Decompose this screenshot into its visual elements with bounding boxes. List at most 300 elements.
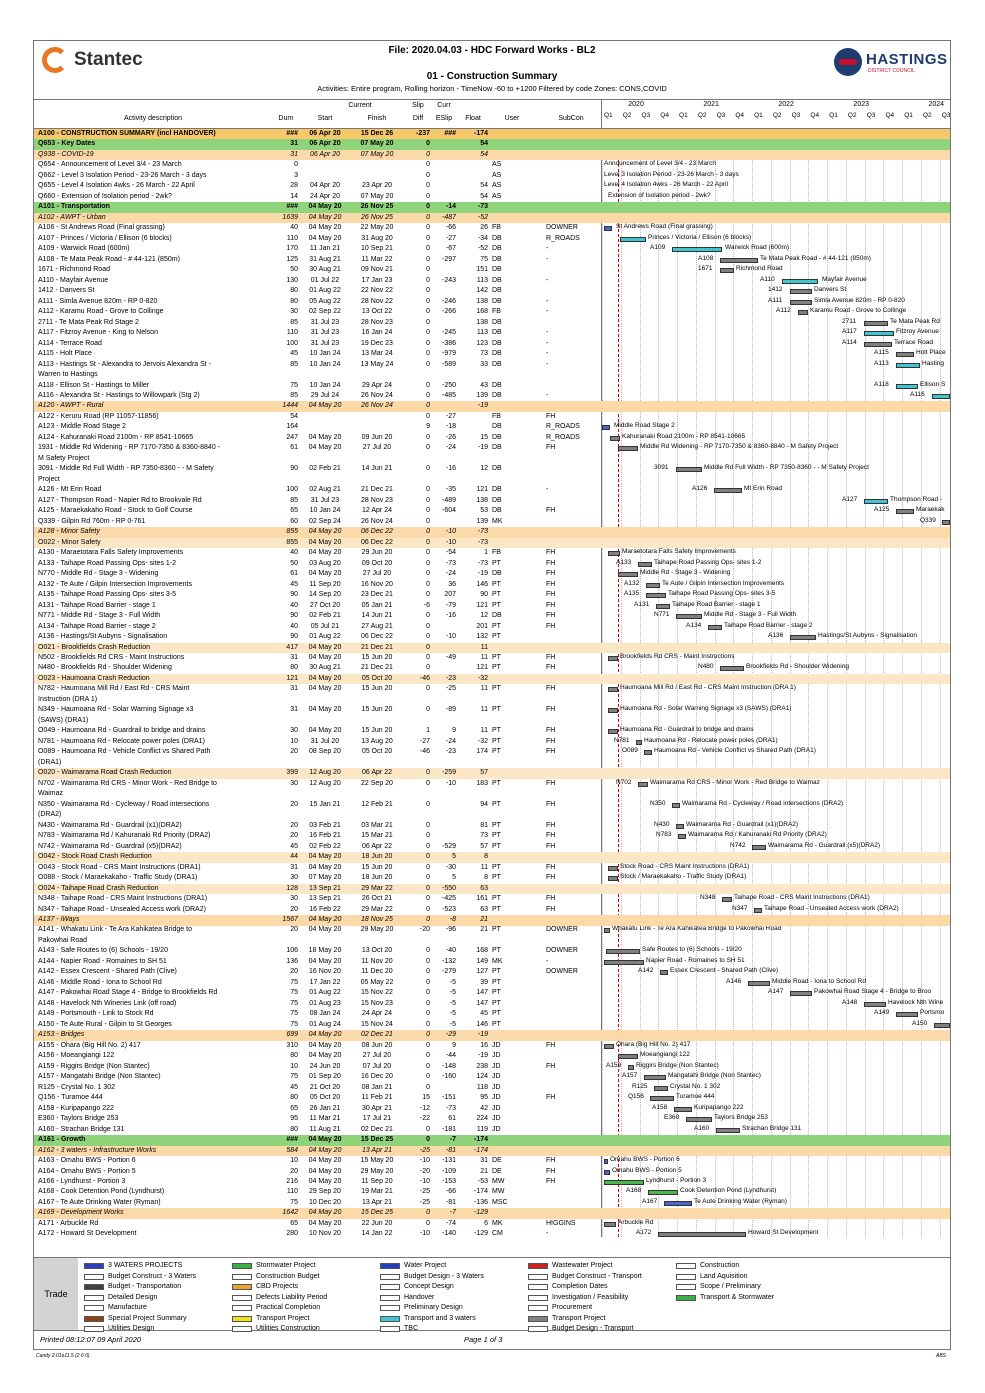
legend-label: Construction Budget: [256, 1272, 320, 1280]
table-row[interactable]: [34, 328, 950, 339]
table-row[interactable]: [34, 601, 950, 612]
cell-eslip: -604: [441, 507, 456, 515]
table-row[interactable]: [34, 842, 950, 853]
cell-start: 04 May 20: [308, 528, 342, 536]
cell-user: JD: [492, 1041, 501, 1049]
legend-swatch: [84, 1305, 104, 1311]
legend-item: [378, 1261, 526, 1272]
cell-finish: 30 Apr 21: [362, 1104, 392, 1112]
bar-label: Ohara (Big Hill No. 2) 417: [616, 1040, 691, 1048]
table-row[interactable]: [34, 999, 950, 1010]
quarter-label: Q3: [716, 112, 726, 119]
table-row[interactable]: [34, 967, 950, 978]
cell-finish: 12 Apr 24: [362, 507, 392, 515]
bar-label: Warwick Road (600m): [725, 244, 790, 252]
table-row[interactable]: [34, 538, 950, 549]
cell-start: 01 Aug 23: [309, 999, 341, 1007]
table-row[interactable]: [34, 684, 950, 695]
table-row[interactable]: [34, 1146, 950, 1157]
cell-user: PT: [492, 706, 501, 714]
cell-start: 04 May 20: [308, 1157, 342, 1165]
cell-user: DB: [492, 245, 502, 253]
cell-eslip: -5: [449, 989, 456, 997]
table-row[interactable]: [34, 443, 950, 454]
table-row[interactable]: [34, 1020, 950, 1031]
cell-finish: 18 Jun 20: [361, 874, 393, 882]
cell-diff: 0: [426, 1031, 430, 1039]
cell-sub: -: [546, 308, 549, 316]
bar-label: Taihape Road Barrier - stage 2: [724, 621, 813, 629]
cell-float: -174: [473, 1146, 488, 1154]
bar-label: Kuripapango 222: [694, 1103, 744, 1111]
cell-float: 124: [476, 1073, 488, 1081]
cell-float: 26: [480, 224, 488, 232]
cell-desc: O020 - Waimarama Road Crash Reduction: [38, 769, 172, 777]
legend-label: Procurement: [552, 1304, 593, 1311]
cell-start: 05 Aug 22: [309, 297, 341, 305]
table-row[interactable]: [34, 1219, 950, 1230]
cell-desc: A113 - Hastings St - Alexandra to Jervois Alexandra St -: [38, 360, 212, 368]
cell-desc: Q654 - Announcement of Level 3/4 - 23 March: [38, 161, 182, 169]
table-row[interactable]: [34, 643, 950, 654]
cell-eslip: -74: [445, 1219, 456, 1227]
bar-label: Maraekak: [916, 506, 945, 514]
cell-user: DB: [492, 350, 502, 358]
cell-float: -136: [473, 1198, 488, 1206]
cell-start: 04 May 20: [308, 863, 342, 871]
cell-float: 75: [480, 255, 488, 263]
table-row[interactable]: [34, 234, 950, 245]
legend-item: [230, 1282, 378, 1293]
cell-dur: 280: [286, 1230, 298, 1238]
table-row[interactable]: [34, 1135, 950, 1146]
table-row[interactable]: [34, 464, 950, 475]
legend-item: [82, 1282, 230, 1293]
cell-desc: A142 - Essex Crescent - Shared Path (Clive): [38, 968, 177, 976]
table-row[interactable]: [34, 1009, 950, 1020]
cell-finish: 21 Dec 21: [361, 486, 393, 494]
table-row[interactable]: [34, 181, 950, 192]
table-row[interactable]: [34, 1156, 950, 1167]
bar-id-label: A147: [768, 988, 784, 996]
bar-label: Simla Avenue 820m - RP 0-820: [814, 296, 905, 304]
cell-eslip: -5: [449, 999, 456, 1007]
table-row[interactable]: [34, 831, 950, 842]
cell-desc: O043 - Stock Road - CRS Maint Instructions (DRA1): [38, 863, 201, 871]
cell-float: 113: [476, 276, 488, 284]
cell-dur: 110: [286, 1188, 298, 1196]
quarter-label: Q4: [885, 112, 895, 119]
table-row[interactable]: [34, 1051, 950, 1062]
hastings-name: HASTINGS: [866, 51, 948, 68]
cell-finish: 11 Mar 22: [361, 255, 393, 263]
cell-diff: -46: [419, 674, 430, 682]
table-row[interactable]: [34, 1125, 950, 1136]
table-row[interactable]: [34, 925, 950, 936]
table-row[interactable]: [34, 401, 950, 412]
table-row[interactable]: [34, 391, 950, 402]
cell-desc: (DRA1): [38, 758, 62, 766]
table-row[interactable]: [34, 716, 950, 727]
table-row[interactable]: [34, 622, 950, 633]
table-row[interactable]: [34, 1114, 950, 1125]
cell-desc: A153 - Bridges: [38, 1031, 85, 1039]
table-row[interactable]: [34, 884, 950, 895]
cell-dur: 45: [290, 842, 298, 850]
cell-diff: 0: [426, 1136, 430, 1144]
bar-id-label: A158: [652, 1103, 668, 1111]
table-row[interactable]: [34, 663, 950, 674]
col-start: Start: [317, 115, 333, 122]
bar-label: Te Aute / Gilpin Intersection Improvements: [662, 579, 785, 587]
table-row[interactable]: [34, 192, 950, 203]
table-row[interactable]: [34, 276, 950, 287]
bar-id-label: A133: [616, 558, 632, 566]
cell-start: 03 Feb 21: [309, 821, 341, 829]
table-row[interactable]: [34, 758, 950, 769]
cell-start: 11 Mar 21: [309, 1115, 341, 1123]
cell-start: 02 Sep 24: [309, 517, 341, 525]
cell-float: 121: [476, 664, 488, 672]
table-row[interactable]: [34, 653, 950, 664]
table-row[interactable]: [34, 297, 950, 308]
cell-sub: FH: [546, 612, 556, 620]
table-row[interactable]: [34, 139, 950, 150]
legend-label: Special Project Summary: [108, 1314, 187, 1322]
table-row[interactable]: [34, 737, 950, 748]
bar-label: Waimarama Rd / Kahuranaki Rd Priority (DRA2): [688, 831, 827, 839]
table-row[interactable]: [34, 611, 950, 622]
table-row[interactable]: [34, 129, 950, 140]
cell-float: 21: [480, 926, 488, 934]
cell-start: 10 Nov 20: [309, 1230, 341, 1238]
cell-start: 06 Apr 20: [309, 140, 341, 148]
cell-finish: 14 Jun 21: [361, 465, 393, 473]
table-row[interactable]: [34, 590, 950, 601]
cell-user: DB: [492, 465, 502, 473]
col-subcon: SubCon: [558, 115, 584, 122]
quarter-label: Q1: [754, 112, 763, 119]
table-row[interactable]: [34, 286, 950, 297]
cell-dur: 40: [290, 622, 298, 630]
table-row[interactable]: [34, 978, 950, 989]
cell-dur: 80: [290, 287, 298, 295]
table-row[interactable]: [34, 213, 950, 224]
bar-id-label: E360: [664, 1114, 680, 1122]
cell-diff: 0: [426, 1125, 430, 1133]
table-row[interactable]: [34, 527, 950, 538]
cell-float: 142: [476, 287, 488, 295]
cell-user: FB: [492, 308, 501, 316]
cell-float: 8: [484, 874, 488, 882]
cell-start: 02 Sep 22: [309, 308, 341, 316]
table-row[interactable]: [34, 202, 950, 213]
cell-finish: 16 Jan 24: [361, 329, 393, 337]
cell-start: 04 May 20: [308, 444, 342, 452]
legend-item: [378, 1314, 526, 1325]
cell-dur: 584: [286, 1146, 298, 1154]
table-row[interactable]: [34, 485, 950, 496]
cell-desc: (SAWS) (DRA1): [38, 716, 89, 724]
legend-swatch: [232, 1326, 252, 1332]
cell-desc: A116 - Alexandra St - Hastings to Willowpark (Stg 2): [38, 392, 200, 399]
bar-id-label: 1412: [768, 286, 783, 294]
cell-eslip: -54: [445, 549, 456, 557]
table-row[interactable]: [34, 223, 950, 234]
legend-swatch: [380, 1274, 400, 1280]
cell-sub: FH: [546, 1094, 556, 1102]
table-row[interactable]: [34, 370, 950, 381]
table-row[interactable]: [34, 1104, 950, 1115]
cell-diff: -25: [419, 1146, 430, 1154]
cell-dur: 85: [290, 360, 298, 368]
hastings-sub: DISTRICT COUNCIL: [868, 68, 915, 74]
cell-eslip: -109: [441, 1167, 456, 1175]
table-row[interactable]: [34, 244, 950, 255]
cell-eslip: -5: [449, 1010, 456, 1018]
cell-start: 04 May 20: [308, 213, 342, 221]
cell-float: 139: [476, 392, 488, 399]
cell-start: 16 Feb 22: [309, 905, 341, 913]
cell-start: 18 May 20: [308, 947, 342, 955]
table-row[interactable]: [34, 894, 950, 905]
cell-user: DB: [492, 570, 502, 578]
cell-user: MSC: [492, 1198, 508, 1206]
cell-dur: 80: [290, 1094, 298, 1102]
table-row[interactable]: [34, 747, 950, 758]
cell-sub: FH: [546, 737, 556, 745]
table-row[interactable]: [34, 779, 950, 790]
cell-finish: 06 Dec 22: [361, 633, 393, 641]
table-row[interactable]: [34, 873, 950, 884]
table-row[interactable]: [34, 1167, 950, 1178]
quarter-label: Q4: [735, 112, 745, 119]
cell-finish: 15 Jun 20: [361, 727, 393, 735]
bar-label: Taihape Road - CRS Maint Instructions (DRA1): [734, 894, 870, 902]
table-row[interactable]: [34, 548, 950, 559]
legend-column: [82, 1261, 230, 1335]
table-row[interactable]: [34, 307, 950, 318]
cell-finish: 29 Jun 20: [361, 549, 393, 557]
cell-desc: O089 - Haumoana Rd - Vehicle Conflict vs Shared Path: [38, 748, 211, 756]
table-row[interactable]: [34, 171, 950, 182]
cell-dur: 90: [290, 591, 298, 599]
table-row[interactable]: [34, 506, 950, 517]
bar-label: Waimarama Rd CRS - Minor Work - Red Bridge to Waimaz: [650, 778, 820, 786]
bar-label: Whakatu Link - Te Ara Kahikatea Bridge to Pakowhai Road: [612, 925, 782, 933]
bar-label: Karamu Road - Grove to Collinge: [810, 307, 907, 315]
table-row[interactable]: [34, 988, 950, 999]
bar-label: Strachan Bridge 131: [742, 1124, 802, 1132]
table-row[interactable]: [34, 517, 950, 528]
cell-desc: A123 - Middle Road Stage 2: [38, 423, 126, 431]
table-row[interactable]: [34, 1072, 950, 1083]
table-row[interactable]: [34, 381, 950, 392]
table-row[interactable]: [34, 569, 950, 580]
table-row[interactable]: [34, 905, 950, 916]
cell-sub: FH: [546, 591, 556, 599]
table-row[interactable]: [34, 1229, 950, 1240]
table-row[interactable]: [34, 852, 950, 863]
table-row[interactable]: [34, 339, 950, 350]
table-row[interactable]: [34, 255, 950, 266]
cell-diff: 0: [426, 821, 430, 829]
cell-diff: 0: [426, 905, 430, 913]
cell-eslip: 61: [448, 1115, 456, 1123]
cell-diff: 0: [426, 517, 430, 525]
table-row[interactable]: [34, 496, 950, 507]
table-row[interactable]: [34, 695, 950, 706]
table-row[interactable]: [34, 632, 950, 643]
cell-eslip: -8: [449, 916, 456, 923]
cell-eslip: -96: [445, 926, 456, 934]
cell-finish: 15 Nov 23: [361, 999, 393, 1007]
cell-finish: 15 Nov 22: [361, 989, 393, 997]
table-row[interactable]: [34, 768, 950, 779]
table-row[interactable]: [34, 705, 950, 716]
table-row[interactable]: [34, 559, 950, 570]
cell-desc: 1412 - Danvers St: [38, 287, 95, 295]
cell-desc: E360 - Taylors Bridge 253: [38, 1115, 119, 1123]
cell-sub: FH: [546, 559, 556, 567]
cell-start: 04 May 20: [308, 1136, 342, 1144]
cell-diff: 0: [426, 916, 430, 923]
bar-label: Safe Routes to (6) Schools - 19/20: [642, 946, 742, 954]
cell-dur: 30: [290, 727, 298, 735]
table-row[interactable]: [34, 265, 950, 276]
cell-desc: 1931 - Middle Rd Widening - RP 7170-7350 & 8360-8840 -: [38, 444, 220, 452]
cell-diff: 0: [426, 528, 430, 536]
table-row[interactable]: [34, 150, 950, 161]
cell-dur: 30: [290, 308, 298, 316]
table-row[interactable]: [34, 810, 950, 821]
table-row[interactable]: [34, 1062, 950, 1073]
cell-diff: 0: [426, 947, 430, 955]
cell-sub: FH: [546, 1041, 556, 1049]
bar-id-label: N783: [656, 831, 672, 839]
table-row[interactable]: [34, 1208, 950, 1219]
table-row[interactable]: [34, 915, 950, 926]
cell-start: 01 Sep 20: [309, 1073, 341, 1081]
cell-dur: 75: [290, 999, 298, 1007]
cell-dur: 75: [290, 381, 298, 389]
legend-label: Transport Project: [552, 1314, 606, 1322]
table-row[interactable]: [34, 863, 950, 874]
table-row[interactable]: [34, 433, 950, 444]
cell-desc: Project: [38, 475, 60, 483]
table-row[interactable]: [34, 454, 950, 465]
table-row[interactable]: [34, 674, 950, 685]
table-row[interactable]: [34, 821, 950, 832]
cell-eslip: -979: [441, 350, 456, 358]
legend-label: Stormwater Project: [256, 1262, 316, 1269]
bar-label: Te Mata Peak Road - # 44-121 (850m): [760, 254, 871, 262]
cell-dur: 40: [290, 549, 298, 557]
legend-swatch: [232, 1263, 252, 1269]
cell-desc: A166 - Lyndhurst - Portion 3: [38, 1178, 126, 1185]
cell-finish: 10 Sep 21: [361, 245, 393, 253]
hastings-badge-icon: [834, 48, 862, 76]
initials-text: ABS: [936, 1353, 947, 1359]
table-row[interactable]: [34, 936, 950, 947]
cell-finish: 05 Jan 21: [361, 601, 393, 609]
cell-user: FB: [492, 224, 501, 232]
legend-item: [526, 1314, 674, 1325]
cell-float: 81: [480, 821, 488, 829]
cell-eslip: -27: [445, 412, 456, 420]
table-row[interactable]: [34, 160, 950, 171]
cell-desc: A158 - Kuripapango 222: [38, 1104, 114, 1112]
table-row[interactable]: [34, 318, 950, 329]
legend-swatch: [528, 1305, 548, 1311]
bar-label: Middle Rd Full Width - RP 7350-8360 - - M Safety Project: [704, 464, 869, 472]
table-row[interactable]: [34, 1083, 950, 1094]
table-row[interactable]: [34, 726, 950, 737]
cell-sub: FH: [546, 685, 556, 693]
legend-item: [82, 1261, 230, 1272]
table-row[interactable]: [34, 957, 950, 968]
cell-float: 45: [480, 1010, 488, 1018]
bar-id-label: A159: [606, 1061, 622, 1069]
table-row[interactable]: [34, 1187, 950, 1198]
legend-swatch: [528, 1326, 548, 1332]
cell-desc: N502 - Brookfields Rd CRS - Maint Instructions: [38, 654, 185, 661]
table-row[interactable]: [34, 349, 950, 360]
cell-sub: FH: [546, 570, 556, 578]
table-row[interactable]: [34, 1198, 950, 1209]
cell-desc: A112 - Karamu Road - Grove to Collinge: [38, 308, 164, 316]
cell-dur: 106: [286, 947, 298, 955]
legend-item: [82, 1293, 230, 1304]
cell-eslip: -79: [445, 601, 456, 609]
cell-diff: 0: [426, 318, 430, 326]
cell-float: 123: [476, 339, 488, 347]
cell-float: -19: [477, 570, 488, 578]
table-row[interactable]: [34, 800, 950, 811]
cell-start: 16 Feb 21: [309, 832, 341, 840]
cell-float: -32: [477, 737, 488, 745]
table-row[interactable]: [34, 1177, 950, 1188]
table-row[interactable]: [34, 475, 950, 486]
cell-finish: 07 May 20: [360, 150, 394, 158]
cell-finish: 27 Jul 20: [362, 1052, 392, 1060]
cell-eslip: -23: [445, 674, 456, 682]
cell-finish: 09 Oct 20: [361, 559, 393, 567]
cell-desc: A162 - 3 waters - Infrastructure Works: [38, 1146, 157, 1154]
cell-sub: DOWNER: [546, 224, 578, 232]
table-row[interactable]: [34, 946, 950, 957]
cell-start: 30 Aug 21: [309, 664, 341, 672]
table-row[interactable]: [34, 412, 950, 423]
table-row[interactable]: [34, 1093, 950, 1104]
table-row[interactable]: [34, 1041, 950, 1052]
cell-start: 01 Aug 22: [309, 287, 341, 295]
cell-diff: 0: [426, 182, 430, 190]
table-row[interactable]: [34, 422, 950, 433]
cell-desc: N782 - Haumoana Mill Rd / East Rd - CRS Maint: [38, 685, 190, 693]
table-row[interactable]: [34, 1030, 950, 1041]
table-row[interactable]: [34, 789, 950, 800]
cell-eslip: -29: [445, 1031, 456, 1039]
table-row[interactable]: [34, 360, 950, 371]
cell-float: 43: [480, 381, 488, 389]
table-row[interactable]: [34, 580, 950, 591]
cell-desc: A111 - Simla Avenue 820m - RP 0-820: [38, 297, 158, 305]
cell-sub: FH: [546, 1062, 556, 1070]
cell-start: 06 Apr 20: [309, 150, 341, 158]
bar-id-label: 3091: [654, 464, 669, 472]
cell-desc: A136 - Hastings/St Aubyns - Signalisation: [38, 633, 168, 641]
